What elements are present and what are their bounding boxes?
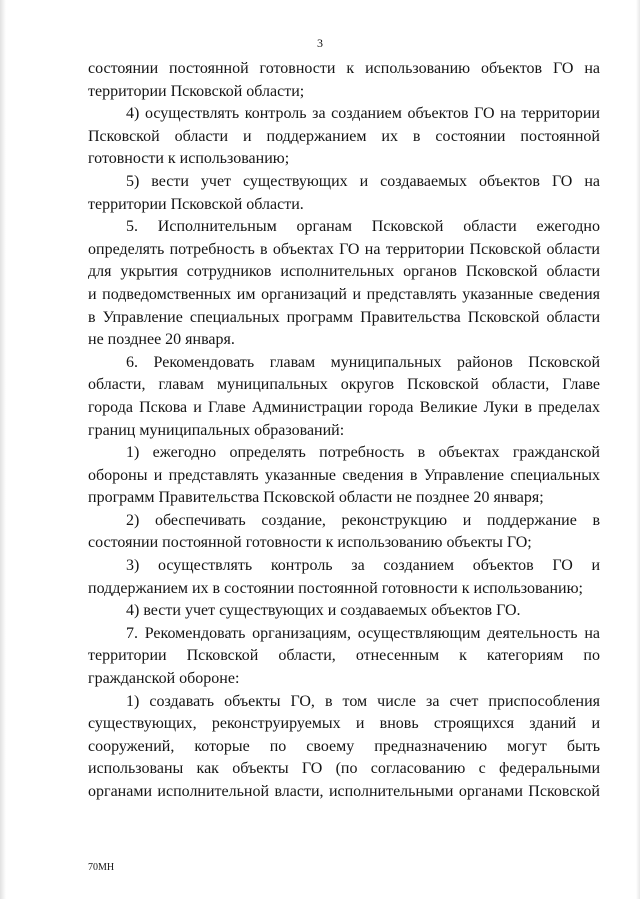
text-line: территории Псковской области. (88, 195, 304, 213)
scan-shadow-right (636, 0, 640, 899)
text-line: 4) осуществлять контроль за созданием объектов ГО на территории (126, 105, 600, 123)
document-body (88, 58, 600, 804)
text-line: 2) обеспечивать создание, реконструкцию и поддержание в (126, 511, 600, 529)
text-line: 1) ежегодно определять потребность в объектах гражданской (126, 444, 600, 462)
text-line: готовности к использованию; (88, 150, 290, 168)
text-line: органами исполнительной власти, исполнительными органами Псковской (88, 783, 600, 800)
text-line: гражданской обороне: (88, 670, 240, 688)
text-line: 7. Рекомендовать организациям, осуществляющим деятельность на (126, 624, 600, 642)
text-line: обороны и представлять указанные сведения в Управление специальных (88, 466, 600, 484)
text-line: 6. Рекомендовать главам муниципальных районов Псковской (126, 353, 600, 371)
text-line: программ Правительства Псковской области не позднее 20 января; (88, 489, 544, 507)
text-line: города Пскова и Главе Администрации города Великие Луки в пределах (88, 398, 600, 416)
text-line: 4) вести учет существующих и создаваемых объектов ГО. (126, 602, 521, 620)
text-line: для укрытия сотрудников исполнительных органов Псковской области (88, 263, 600, 281)
text-line: 5) вести учет существующих и создаваемых объектов ГО на (126, 172, 600, 190)
text-line: состоянии постоянной готовности к использованию объекты ГО; (88, 534, 532, 552)
text-line: и подведомственных им организаций и представлять указанные сведения (88, 285, 600, 303)
page-number: 3 (317, 36, 323, 50)
text-line: состоянии постоянной готовности к использованию объектов ГО на (88, 60, 600, 77)
text-line: территории Псковской области, отнесенным к категориям по (88, 647, 600, 665)
text-line: Псковской области и поддержанием их в состоянии постоянной (88, 127, 600, 145)
text-line: границ муниципальных образований: (88, 421, 345, 439)
text-line: 1) создавать объекты ГО, в том числе за счет приспособления (126, 692, 600, 710)
text-line: территории Псковской области; (88, 82, 305, 100)
text-line: использованы как объекты ГО (по согласованию с федеральными (88, 760, 600, 778)
text-line: в Управление специальных программ Правительства Псковской области (88, 308, 600, 326)
text-line: сооружений, которые по своему предназначению могут быть (88, 737, 600, 755)
text-line: не позднее 20 января. (88, 331, 235, 349)
text-line: поддержанием их в состоянии постоянной готовности к использованию; (88, 579, 583, 597)
text-line: 3) осуществлять контроль за созданием объектов ГО и (126, 557, 600, 575)
scan-shadow-left (0, 0, 6, 899)
text-line: 5. Исполнительным органам Псковской области ежегодно (126, 218, 600, 236)
text-line: области, главам муниципальных округов Псковской области, Главе (88, 376, 600, 394)
text-line: определять потребность в объектах ГО на территории Псковской области (88, 240, 600, 258)
text-line: существующих, реконструируемых и вновь строящихся зданий и (88, 715, 600, 733)
footer-code: 70МН (88, 862, 115, 873)
